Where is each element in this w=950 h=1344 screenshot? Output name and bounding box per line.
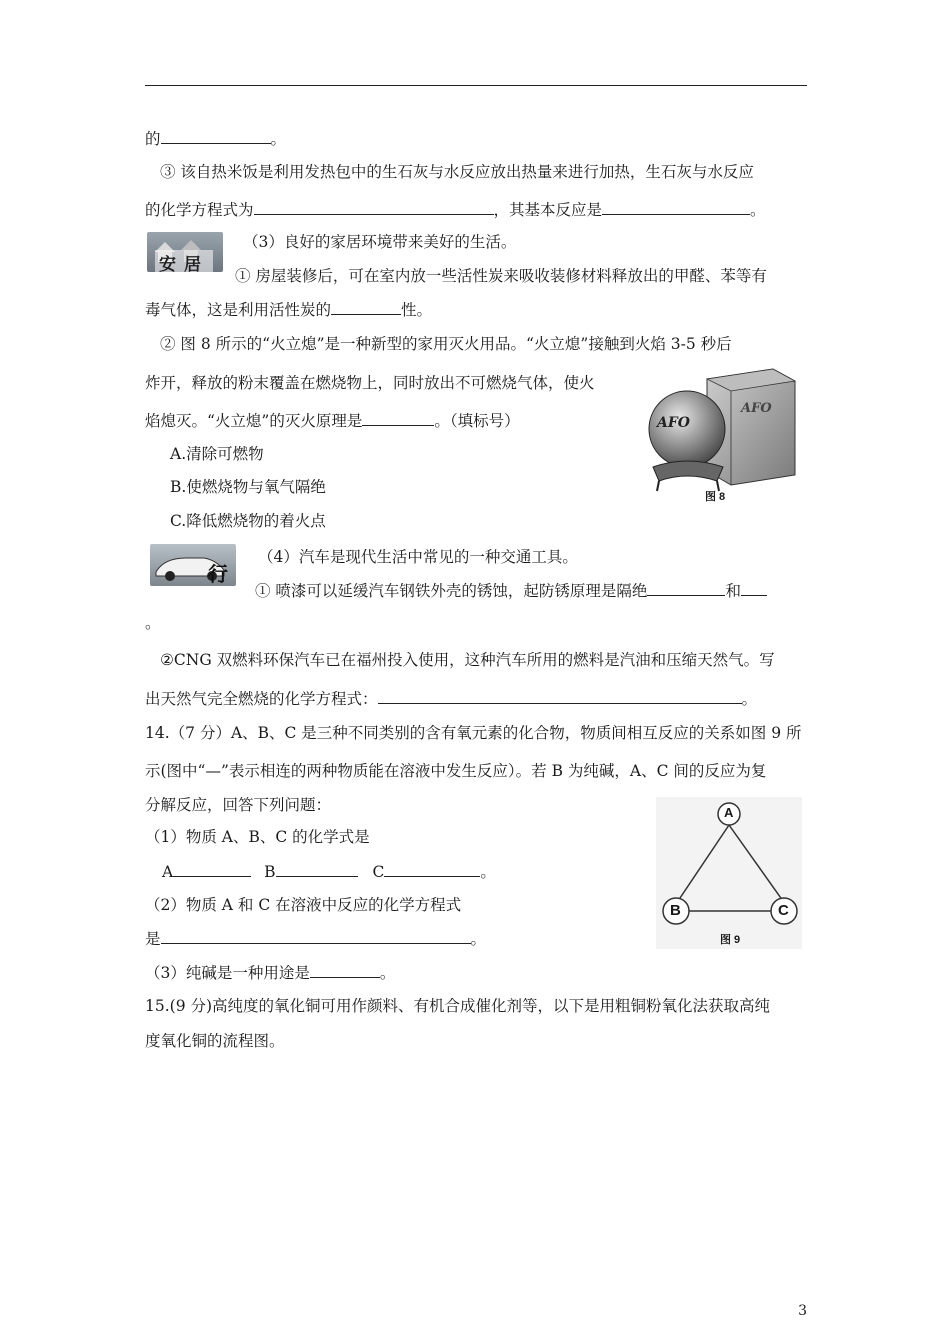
figure-caption: 图 9	[720, 934, 741, 946]
text-line	[145, 299, 432, 320]
figure-caption: 图 8	[705, 491, 726, 503]
option-a: A.清除可燃物	[170, 445, 264, 463]
section-title: （4）汽车是现代生活中常见的一种交通工具。	[258, 548, 578, 566]
text-line	[145, 128, 286, 149]
answer-blank[interactable]	[254, 199, 494, 215]
text-line: ③ 该自热米饭是利用发热包中的生石灰与水反应放出热量来进行加热，生石灰与水反应	[160, 163, 754, 181]
text-line: 炸开，释放的粉末覆盖在燃烧物上，同时放出不可燃烧气体，使火	[145, 374, 595, 392]
text-line	[255, 580, 767, 601]
label-a: A	[162, 863, 174, 881]
text: 的化学方程式为	[145, 201, 254, 219]
text: 毒气体，这是利用活性炭的	[145, 301, 332, 319]
text: 。（填标号）	[434, 412, 520, 430]
question-15-stem: 15.(9 分)高纯度的氧化铜可用作颜料、有机合成催化剂等，以下是用粗铜粉氧化法获取高纯	[145, 997, 771, 1015]
text: ，其基本反应是	[493, 201, 603, 219]
node-a: A	[724, 805, 734, 820]
ball-label: AFO	[657, 415, 690, 431]
text: 。	[470, 930, 487, 948]
option-c: C.降低燃烧物的着火点	[170, 512, 326, 530]
car-section-icon	[150, 544, 236, 586]
answer-blank[interactable]	[276, 861, 358, 877]
answer-blank[interactable]	[161, 928, 471, 944]
text-line: ② 图 8 所示的“火立熄”是一种新型的家用灭火用品。“火立熄”接触到火焰 3-5 秒后	[160, 335, 732, 353]
text-line	[145, 962, 395, 983]
text: 的	[145, 130, 161, 148]
node-b: B	[670, 902, 681, 919]
text-line: 。	[145, 614, 161, 632]
box-label: AFO	[741, 401, 772, 416]
figure-9	[656, 797, 802, 949]
text: 。	[480, 863, 496, 881]
text: ① 喷漆可以延缓汽车钢铁外壳的锈蚀，起防锈原理是隔绝	[255, 582, 648, 600]
page-number: 3	[798, 1303, 807, 1319]
icon-label: 安居	[155, 250, 213, 272]
text: 焰熄灭。“火立熄”的灭火原理是	[145, 412, 363, 430]
text-line: （2）物质 A 和 C 在溶液中反应的化学方程式	[145, 896, 462, 914]
answer-blank[interactable]	[310, 962, 380, 978]
home-section-icon	[147, 232, 223, 272]
section-title: （3）良好的家居环境带来美好的生活。	[243, 233, 517, 251]
text-line	[145, 928, 486, 949]
text: 。	[741, 690, 758, 708]
label-c: C	[372, 863, 385, 881]
answer-blank[interactable]	[741, 580, 767, 596]
question-14-stem: 14.（7 分）A、B、C 是三种不同类别的含有氧元素的化合物，物质间相互反应的关系如图 9 所	[145, 724, 802, 742]
answer-blank[interactable]	[378, 688, 742, 704]
label-b: B	[264, 863, 276, 881]
text: 。	[750, 201, 766, 219]
text: 。	[270, 130, 287, 148]
text-line	[145, 410, 520, 431]
text: 和	[725, 582, 741, 600]
answer-blank[interactable]	[384, 861, 480, 877]
answer-blank[interactable]	[647, 580, 725, 596]
text: 出天然气完全燃烧的化学方程式：	[145, 690, 378, 708]
text-line: ②CNG 双燃料环保汽车已在福州投入使用，这种汽车所用的燃料是汽油和压缩天然气。写	[160, 651, 775, 669]
text-line: 分解反应，回答下列问题：	[145, 796, 332, 814]
text-line: 度氧化铜的流程图。	[145, 1032, 285, 1050]
text: 性。	[401, 301, 433, 319]
answer-blank[interactable]	[173, 861, 251, 877]
text-line	[162, 861, 496, 882]
text-line	[145, 688, 757, 709]
answer-blank[interactable]	[161, 128, 271, 144]
text: 。	[379, 964, 396, 982]
text-line	[145, 199, 766, 220]
text: （3）纯碱是一种用途是	[145, 964, 310, 982]
node-c: C	[778, 902, 789, 919]
figure-8	[645, 367, 801, 507]
text-line: （1）物质 A、B、C 的化学式是	[145, 828, 370, 846]
text-line: 示(图中“—”表示相连的两种物质能在溶液中发生反应）。若 B 为纯碱，A、C 间的反应为复	[145, 762, 767, 780]
header-rule	[145, 85, 807, 86]
icon-label: 行	[208, 562, 228, 586]
answer-blank[interactable]	[331, 299, 401, 315]
answer-blank[interactable]	[362, 410, 434, 426]
text: 是	[145, 930, 161, 948]
option-b: B.使燃烧物与氧气隔绝	[170, 478, 326, 496]
text-line: ① 房屋装修后，可在室内放一些活性炭来吸收装修材料释放出的甲醛、苯等有	[235, 267, 767, 285]
answer-blank[interactable]	[602, 199, 750, 215]
